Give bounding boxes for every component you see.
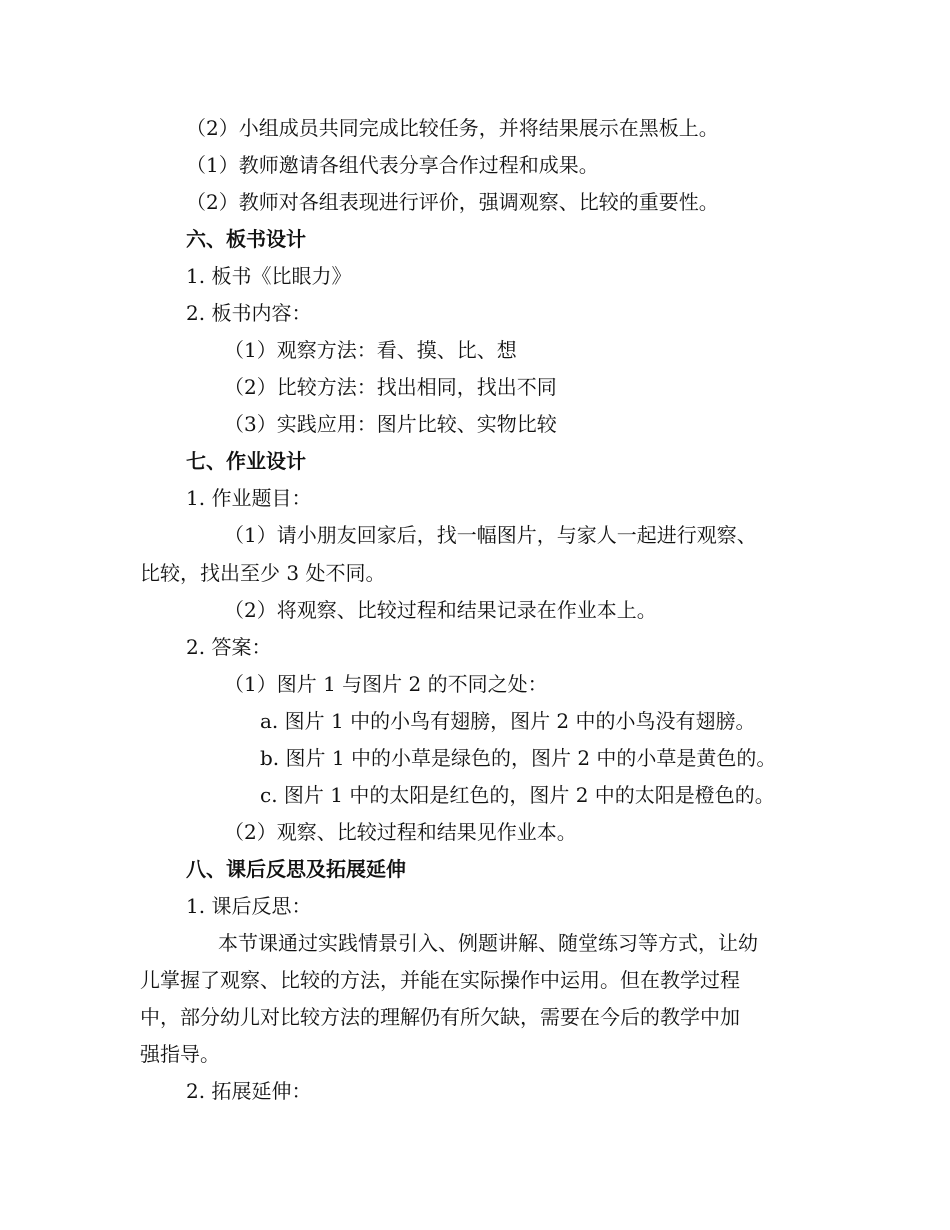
section-heading: 六、板书设计: [186, 227, 306, 251]
text-line: b. 图片 1 中的小草是绿色的，图片 2 中的小草是黄色的。: [260, 746, 777, 770]
section-heading: 八、课后反思及拓展延伸: [186, 857, 406, 881]
text-line: （2）观察、比较过程和结果见作业本。: [224, 820, 577, 844]
text-line: 2. 板书内容：: [186, 301, 312, 325]
text-line: 2. 拓展延伸：: [186, 1079, 312, 1103]
text-line: （3）实践应用：图片比较、实物比较: [224, 412, 557, 436]
section-heading: 七、作业设计: [186, 449, 306, 473]
text-line: 儿掌握了观察、比较的方法，并能在实际操作中运用。但在教学过程: [140, 968, 740, 992]
text-line: （1）观察方法：看、摸、比、想: [224, 338, 517, 362]
text-line: 2. 答案：: [186, 635, 272, 659]
text-line: 1. 板书《比眼力》: [186, 264, 352, 288]
text-line: （2）将观察、比较过程和结果记录在作业本上。: [224, 598, 657, 622]
text-line: a. 图片 1 中的小鸟有翅膀，图片 2 中的小鸟没有翅膀。: [260, 709, 756, 733]
text-line: 1. 作业题目：: [186, 486, 312, 510]
text-line: 1. 课后反思：: [186, 894, 312, 918]
text-line: （1）图片 1 与图片 2 的不同之处：: [224, 672, 548, 696]
text-line: 强指导。: [140, 1042, 220, 1066]
text-line: 中，部分幼儿对比较方法的理解仍有所欠缺，需要在今后的教学中加: [140, 1005, 740, 1029]
text-line: （2）教师对各组表现进行评价，强调观察、比较的重要性。: [186, 190, 719, 214]
text-line: 本节课通过实践情景引入、例题讲解、随堂练习等方式，让幼: [218, 931, 758, 955]
text-line: c. 图片 1 中的太阳是红色的，图片 2 中的太阳是橙色的。: [260, 783, 775, 807]
text-line: 比较，找出至少 3 处不同。: [140, 561, 386, 585]
text-line: （1）教师邀请各组代表分享合作过程和成果。: [186, 153, 599, 177]
text-line: （2）小组成员共同完成比较任务，并将结果展示在黑板上。: [186, 116, 719, 140]
text-line: （2）比较方法：找出相同，找出不同: [224, 375, 557, 399]
text-line: （1）请小朋友回家后，找一幅图片，与家人一起进行观察、: [224, 523, 757, 547]
